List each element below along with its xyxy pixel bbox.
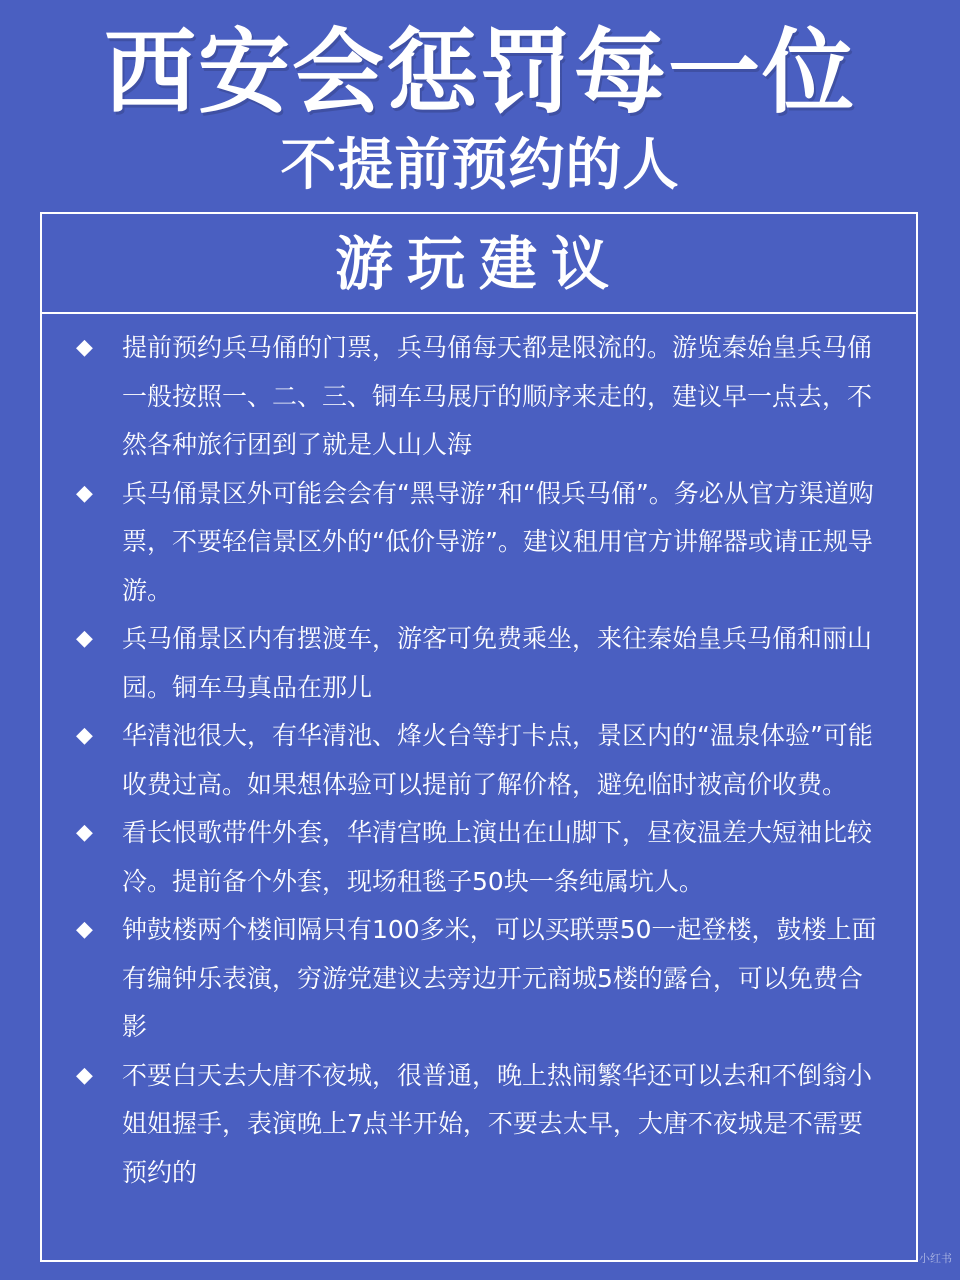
list-item xyxy=(42,324,916,470)
list-item xyxy=(42,906,916,1052)
list-item xyxy=(42,1052,916,1198)
list-item xyxy=(42,809,916,906)
tip-text: 看长恨歌带件外套，华清宫晚上演出在山脚下，昼夜温差大短袖比较冷。提前备个外套，现场租毯子50块一条纯属坑人。 xyxy=(122,818,873,896)
list-item xyxy=(42,615,916,712)
diamond-icon: ◆ xyxy=(76,917,93,942)
diamond-icon: ◆ xyxy=(76,335,93,360)
diamond-icon: ◆ xyxy=(76,626,93,651)
tip-text: 兵马俑景区内有摆渡车，游客可免费乘坐，来往秦始皇兵马俑和丽山园。铜车马真品在那儿 xyxy=(122,624,873,702)
tip-text: 不要白天去大唐不夜城，很普通，晚上热闹繁华还可以去和不倒翁小姐姐握手，表演晚上7点半开始，不要去太早，大唐不夜城是不需要预约的 xyxy=(122,1060,873,1187)
diamond-icon: ◆ xyxy=(76,723,93,748)
panel-heading: 游玩建议 xyxy=(42,214,916,314)
diamond-icon: ◆ xyxy=(76,820,93,845)
tips-list xyxy=(42,314,916,1197)
page-subtitle: 不提前预约的人 xyxy=(280,133,680,198)
tip-text: 华清池很大，有华清池、烽火台等打卡点，景区内的“温泉体验”可能收费过高。如果想体验可以提前了解价格，避免临时被高价收费。 xyxy=(122,721,873,799)
diamond-icon: ◆ xyxy=(76,1062,93,1088)
tip-text: 钟鼓楼两个楼间隔只有100多米，可以买联票50一起登楼，鼓楼上面有编钟乐表演，穷游党建议去旁边开元商城5楼的露台，可以免费合影 xyxy=(122,915,877,1041)
page-title: 西安会惩罚每一位 xyxy=(103,19,856,126)
list-item xyxy=(42,712,916,809)
list-item xyxy=(42,470,916,616)
watermark: 小红书 xyxy=(919,1252,952,1265)
diamond-icon: ◆ xyxy=(76,480,93,506)
tip-text: 兵马俑景区外可能会会有“黑导游”和“假兵马俑”。务必从官方渠道购票，不要轻信景区外的“低价导游”。建议租用官方讲解器或请正规导游。 xyxy=(122,478,874,605)
tips-panel xyxy=(40,212,918,1262)
tip-text: 提前预约兵马俑的门票，兵马俑每天都是限流的。游览秦始皇兵马俑一般按照一、二、三、铜车马展厅的顺序来走的，建议早一点去，不然各种旅行团到了就是人山人海 xyxy=(122,333,873,459)
